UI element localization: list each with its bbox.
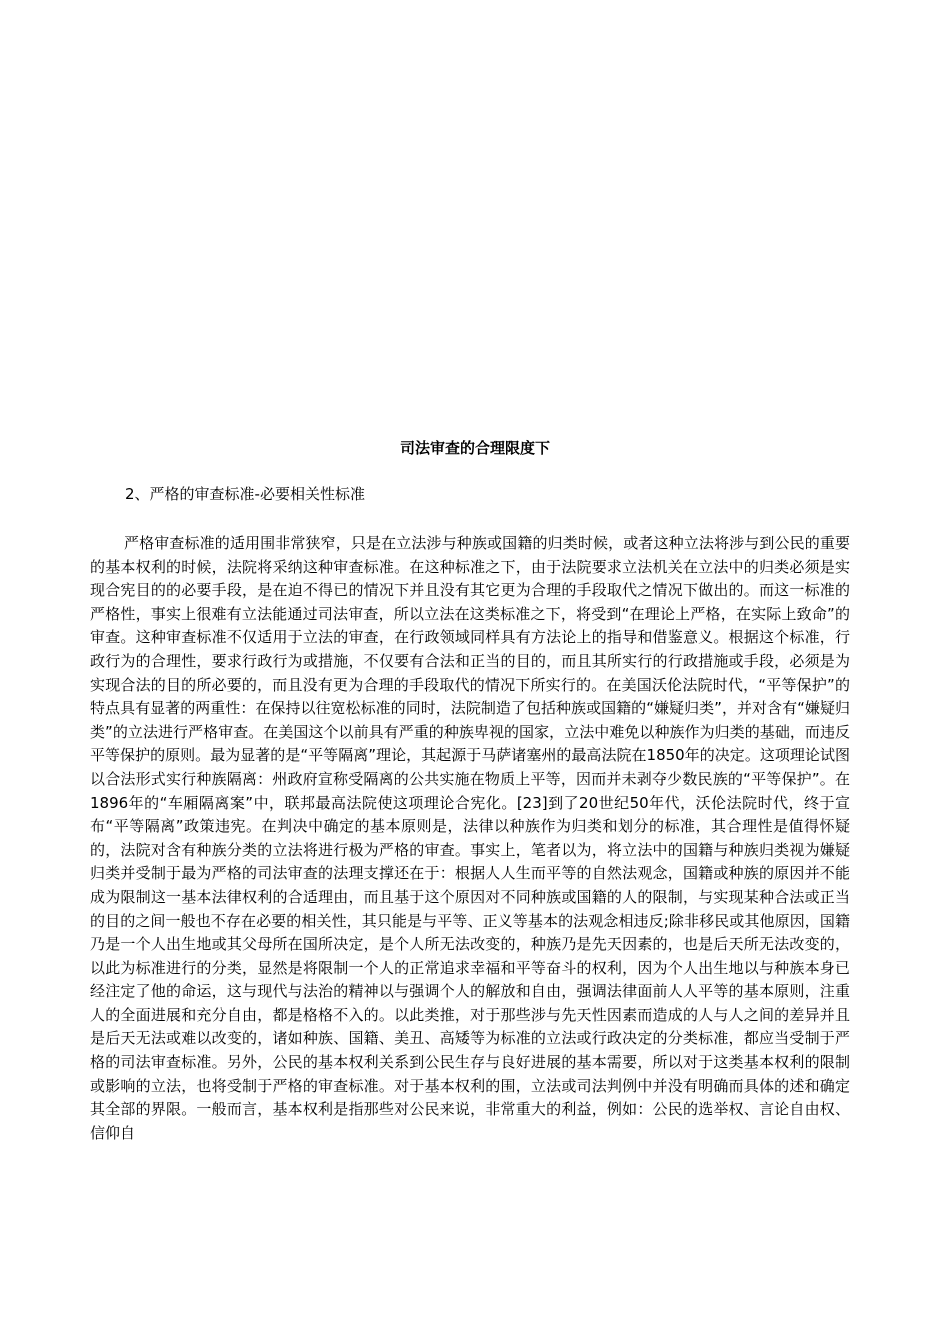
section-heading: 2、严格的审查标准-必要相关性标准 xyxy=(125,485,365,503)
body-paragraph: 严格审查标准的适用围非常狭窄，只是在立法涉与种族或国籍的归类时候，或者这种立法将涉与到公民的重要的基本权利的时候，法院将采纳这种审查标准。在这种标准之下，由于法院要求立法机关在立法中的归类必须是实现合宪目的的必要手段，是在迫不得已的情况下并且没有其它更为合理的手段取代之情况下做出的。而这一标准的严格性，事实上很难有立法能通过司法审查，所以立法在这类标准之下，将受到“在理论上严格，在实际上致命”的审查。这种审查标准不仅适用于立法的审查，在行政领域同样具有方法论上的指导和借鉴意义。根据这个标准，行政行为的合理性，要求行政行为或措施，不仅要有合法和正当的目的，而且其所实行的行政措施或手段，必须是为实现合法的目的所必要的，而且没有更为合理的手段取代的情况下所实行的。在美国沃伦法院时代，“平等保护”的特点具有显著的两重性：在保持以往宽松标准的同时，法院制造了包括种族或国籍的“嫌疑归类”，并对含有“嫌疑归类”的立法进行严格审查。在美国这个以前具有严重的种族卑视的国家，立法中难免以种族作为归类的基础，而违反平等保护的原则。最为显著的是“平等隔离”理论，其起源于马萨诸塞州的最高法院在1850年的决定。这项理论试图以合法形式实行种族隔离：州政府宣称受隔离的公共实施在物质上平等，因而并未剥夺少数民族的“平等保护”。在1896年的“车厢隔离案”中，联邦最高法院使这项理论合宪化。[23]到了20世纪50年代，沃伦法院时代，终于宣布“平等隔离”政策违宪。在判决中确定的基本原则是，法律以种族作为归类和划分的标准，其合理性是值得怀疑的，法院对含有种族分类的立法将进行极为严格的审查。事实上，笔者以为，将立法中的国籍与种族归类视为嫌疑归类并受制于最为严格的司法审查的法理支撑还在于：根据人人生而平等的自然法观念，国籍或种族的原因并不能成为限制这一基本法律权利的合适理由，而且基于这个原因对不同种族或国籍的人的限制，与实现某种合法或正当的目的之间一般也不存在必要的相关性，其只能是与平等、正义等基本的法观念相违反;除非移民或其他原因，国籍乃是一个人出生地或其父母所在国所决定，是个人所无法改变的，种族乃是先天因素的，也是后天所无法改变的，以此为标准进行的分类，显然是将限制一个人的正常追求幸福和平等奋斗的权利，因为个人出生地以与种族本身已经注定了他的命运，这与现代与法治的精神以与强调个人的解放和自由，强调法律面前人人平等的基本原则，注重人的全面进展和充分自由，都是格格不入的。以此类推，对于那些涉与先天性因素而造成的人与人之间的差异并且是后天无法或难以改变的，诸如种族、国籍、美丑、高矮等为标准的立法或行政决定的分类标准，都应当受制于严格的司法审查标准。另外，公民的基本权利关系到公民生存与良好进展的基本需要，所以对于这类基本权利的限制或影响的立法，也将受制于严格的审查标准。对于基本权利的围，立法或司法判例中并没有明确而具体的述和确定其全部的界限。一般而言，基本权利是指那些对公民来说，非常重大的利益，例如：公民的选举权、言论自由权、信仰自 xyxy=(90,534,850,1142)
document-title: 司法审查的合理限度下 xyxy=(399,439,550,457)
